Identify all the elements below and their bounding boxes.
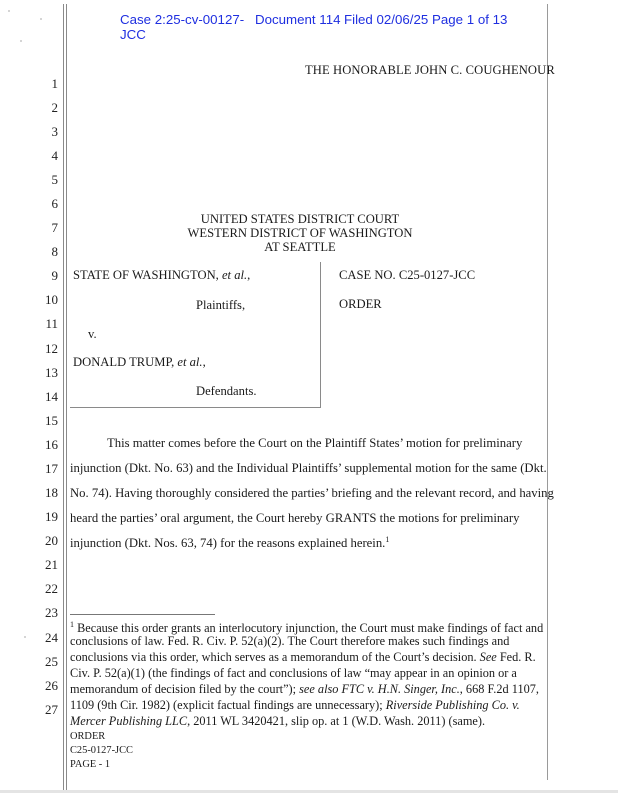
scan-smudge — [40, 18, 42, 20]
footnote-line — [70, 649, 536, 666]
line-number: 24 — [45, 630, 58, 645]
page-bottom-edge — [0, 790, 618, 793]
line-number: 25 — [45, 654, 58, 669]
line-number: 14 — [45, 389, 58, 404]
scan-smudge — [8, 10, 10, 12]
defendant-et-al: et al. — [177, 355, 203, 369]
judge-name: THE HONORABLE JOHN C. COUGHENOUR — [305, 63, 555, 77]
line-number: 5 — [51, 172, 58, 187]
line-number: 17 — [45, 461, 58, 476]
line-number: 18 — [45, 485, 58, 500]
caption-box-divider — [320, 262, 321, 408]
body-line: This matter comes before the Court on the Plaintiff States’ motion for preliminary — [107, 436, 523, 450]
case-number-stamp: Case 2:25-cv-00127-JCC — [120, 12, 245, 42]
footer-case-number: C25-0127-JCC — [70, 745, 133, 756]
defendant-comma: , — [202, 355, 206, 369]
line-number: 10 — [45, 292, 58, 307]
versus: v. — [88, 327, 97, 341]
line-number: 3 — [51, 124, 58, 139]
case-number: CASE NO. C25-0127-JCC — [339, 268, 476, 282]
left-margin-rule-outer — [63, 4, 64, 790]
plaintiff-comma: , — [247, 268, 251, 282]
line-number: 22 — [45, 581, 58, 596]
line-number: 26 — [45, 678, 58, 693]
footnote-text: Because this order grants an interlocutory injunction, the Court must make findings of fact and — [74, 621, 544, 636]
line-number: 2 — [51, 100, 58, 115]
line-number: 23 — [45, 605, 58, 620]
footnote-text: 1109 (9th Cir. 1982) (explicit factual findings are unnecessary); — [70, 698, 386, 712]
footnote-separator — [70, 614, 215, 615]
line-number: 1 — [51, 76, 58, 91]
court-name: UNITED STATES DISTRICT COURT — [200, 212, 400, 226]
body-line: No. 74). Having thoroughly considered the parties’ briefing and the relevant record, and having — [70, 486, 554, 500]
footnote-case-citation: Mercer Publishing LLC — [70, 714, 188, 728]
body-line: injunction (Dkt. No. 63) and the Individual Plaintiffs’ supplemental motion for the same (Dkt. — [70, 461, 547, 475]
court-district: WESTERN DISTRICT OF WASHINGTON — [187, 226, 413, 240]
line-number: 9 — [51, 268, 58, 283]
court-location: AT SEATTLE — [264, 240, 336, 254]
body-line-last — [70, 535, 389, 551]
line-number: 13 — [45, 365, 58, 380]
defendant-name — [73, 355, 206, 370]
line-number: 8 — [51, 244, 58, 259]
line-number: 21 — [45, 557, 58, 572]
footnote-line — [70, 681, 539, 698]
footnote-reference[interactable]: 1 — [385, 535, 390, 544]
footnote-line — [70, 697, 520, 714]
line-number: 12 — [45, 341, 58, 356]
footnote-line — [70, 713, 485, 730]
footer-page-number: PAGE - 1 — [70, 759, 111, 770]
document-number-stamp: Document 114 — [255, 12, 341, 27]
line-number: 20 — [45, 533, 58, 548]
footnote-line: conclusions of law. Fed. R. Civ. P. 52(a)(2). The Court therefore makes such findings and — [70, 634, 510, 648]
line-number: 7 — [51, 220, 58, 235]
body-line: heard the parties’ oral argument, the Court hereby GRANTS the motions for preliminary — [70, 511, 520, 525]
footnote-case-citation: see also FTC v. H.N. Singer, Inc. — [299, 682, 460, 696]
footnote-signal: See — [479, 650, 497, 664]
document-type: ORDER — [339, 297, 382, 311]
caption-box-bottom-rule — [70, 407, 321, 408]
line-number: 6 — [51, 196, 58, 211]
page-count-stamp: Page 1 of 13 — [432, 12, 508, 27]
line-number: 11 — [45, 316, 58, 331]
filed-date-stamp: Filed 02/06/25 — [344, 12, 429, 27]
footnote-text: memorandum of decision filed by the court”); — [70, 682, 300, 696]
plaintiff-name — [73, 268, 250, 283]
line-number: 15 — [45, 413, 58, 428]
line-number: 27 — [45, 702, 58, 717]
ecf-header-stamp — [120, 12, 507, 42]
plaintiff-et-al: et al. — [221, 268, 248, 282]
defendant-text: DONALD TRUMP, — [73, 355, 178, 369]
right-margin-rule — [547, 4, 548, 780]
footnote-text: Fed. R. — [496, 650, 536, 664]
footnote-line: Civ. P. 52(a)(1) (the findings of fact and conclusions of law “may appear in an opinion or a — [70, 666, 517, 680]
footnote-text: conclusions via this order, which serves as a memorandum of the Court’s decision. — [70, 650, 480, 664]
plaintiff-text: STATE OF WASHINGTON, — [73, 268, 222, 282]
footnote-text: , 2011 WL 3420421, slip op. at 1 (W.D. Wash. 2011) (same). — [187, 714, 486, 728]
plaintiff-role: Plaintiffs, — [196, 298, 246, 312]
line-number: 4 — [51, 148, 58, 163]
footnote-text: , 668 F.2d 1107, — [459, 682, 539, 696]
line-number: 19 — [45, 509, 58, 524]
footnote-case-citation: Riverside Publishing Co. v. — [385, 698, 520, 712]
footnote-marker: 1 — [70, 620, 74, 629]
line-number: 16 — [45, 437, 58, 452]
body-text: injunction (Dkt. Nos. 63, 74) for the reasons explained herein. — [70, 536, 386, 551]
scan-smudge — [24, 636, 26, 638]
defendant-role: Defendants. — [196, 384, 257, 398]
left-margin-rule-inner — [66, 4, 67, 790]
scan-smudge — [20, 40, 22, 42]
footer-document-title: ORDER — [70, 731, 106, 742]
